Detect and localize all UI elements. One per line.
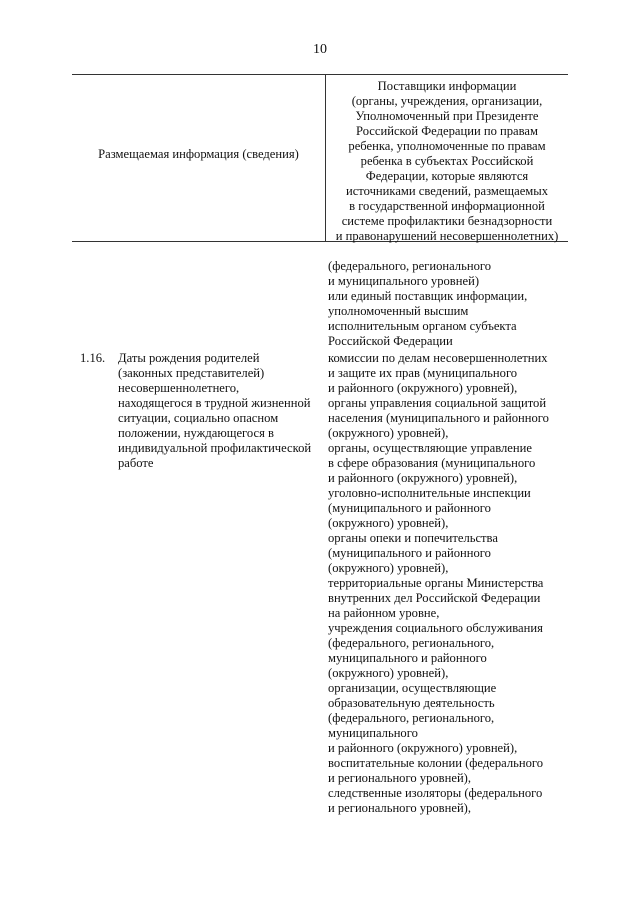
text-line: уполномоченный высшим — [328, 304, 469, 318]
text-line: работе — [118, 456, 154, 470]
text-line: (окружного) уровней), — [328, 561, 449, 575]
text-line: Российской Федерации — [328, 334, 453, 348]
text-line: организации, осуществляющие — [328, 681, 497, 695]
text-line: воспитательные колонии (федерального — [328, 756, 544, 770]
text-line: органы, осуществляющие управление — [328, 441, 532, 455]
text-line: ребенка, уполномоченные по правам — [348, 139, 546, 153]
text-line: исполнительным органом субъекта — [328, 319, 517, 333]
text-line: Даты рождения родителей — [118, 351, 260, 365]
text-line: территориальные органы Министерства — [328, 576, 544, 590]
text-line: населения (муниципального и районного — [328, 411, 549, 425]
table-top-rule — [72, 74, 568, 75]
continued-suppliers-text — [328, 259, 568, 349]
text-line: и регионального уровней), — [328, 801, 472, 815]
text-line: внутренних дел Российской Федерации — [328, 591, 541, 605]
text-line: или единый поставщик информации, — [328, 289, 528, 303]
text-line: (муниципального и районного — [328, 501, 491, 515]
text-line: следственные изоляторы (федерального — [328, 786, 543, 800]
row-number: 1.16. — [80, 351, 106, 365]
text-line: (органы, учреждения, организации, — [351, 94, 543, 108]
text-line: образовательную деятельность — [328, 696, 495, 710]
text-line: ситуации, социально опасном — [118, 411, 279, 425]
text-line: (муниципального и районного — [328, 546, 491, 560]
text-line: и регионального уровней), — [328, 771, 472, 785]
text-line: и муниципального уровней) — [328, 274, 480, 288]
text-line: положении, нуждающегося в — [118, 426, 274, 440]
header-column-information: Размещаемая информация (сведения) — [98, 147, 299, 161]
text-line: Федерации, которые являются — [365, 169, 529, 183]
text-line: Уполномоченный при Президенте — [355, 109, 539, 123]
text-line: несовершеннолетнего, — [118, 381, 240, 395]
text-line: Российской Федерации по правам — [356, 124, 538, 138]
text-line: ребенка в субъектах Российской — [360, 154, 534, 168]
text-line: (окружного) уровней), — [328, 666, 449, 680]
text-line: органы опеки и попечительства — [328, 531, 498, 545]
text-line: (федерального, регионального, — [328, 711, 495, 725]
text-line: учреждения социального обслуживания — [328, 621, 543, 635]
text-line: комиссии по делам несовершеннолетних — [328, 351, 548, 365]
text-line: Поставщики информации — [377, 79, 517, 93]
text-line: и районного (окружного) уровней), — [328, 381, 518, 395]
text-line: муниципального и районного — [328, 651, 487, 665]
text-line: (федерального, регионального — [328, 259, 492, 273]
text-line: и правонарушений несовершеннолетних) — [335, 229, 559, 243]
page-number: 10 — [313, 42, 327, 57]
text-line: и районного (окружного) уровней), — [328, 741, 518, 755]
text-line: (законных представителей) — [118, 366, 265, 380]
text-line: в государственной информационной — [349, 199, 545, 213]
text-line: на районном уровне, — [328, 606, 440, 620]
text-line: органы управления социальной защитой — [328, 396, 547, 410]
text-line: находящегося в трудной жизненной — [118, 396, 311, 410]
text-line: (окружного) уровней), — [328, 516, 449, 530]
row-information-text — [118, 351, 323, 471]
text-line: системе профилактики безнадзорности — [341, 214, 553, 228]
text-line: в сфере образования (муниципального — [328, 456, 536, 470]
text-line: индивидуальной профилактической — [118, 441, 312, 455]
text-line: и защите их прав (муниципального — [328, 366, 518, 380]
text-line: (окружного) уровней), — [328, 426, 449, 440]
text-line: уголовно-исполнительные инспекции — [328, 486, 531, 500]
row-suppliers-text — [328, 351, 568, 816]
header-column-suppliers — [326, 79, 568, 244]
text-line: и районного (окружного) уровней), — [328, 471, 518, 485]
text-line: (федерального, регионального, — [328, 636, 495, 650]
text-line: муниципального — [328, 726, 418, 740]
text-line: источниками сведений, размещаемых — [345, 184, 549, 198]
